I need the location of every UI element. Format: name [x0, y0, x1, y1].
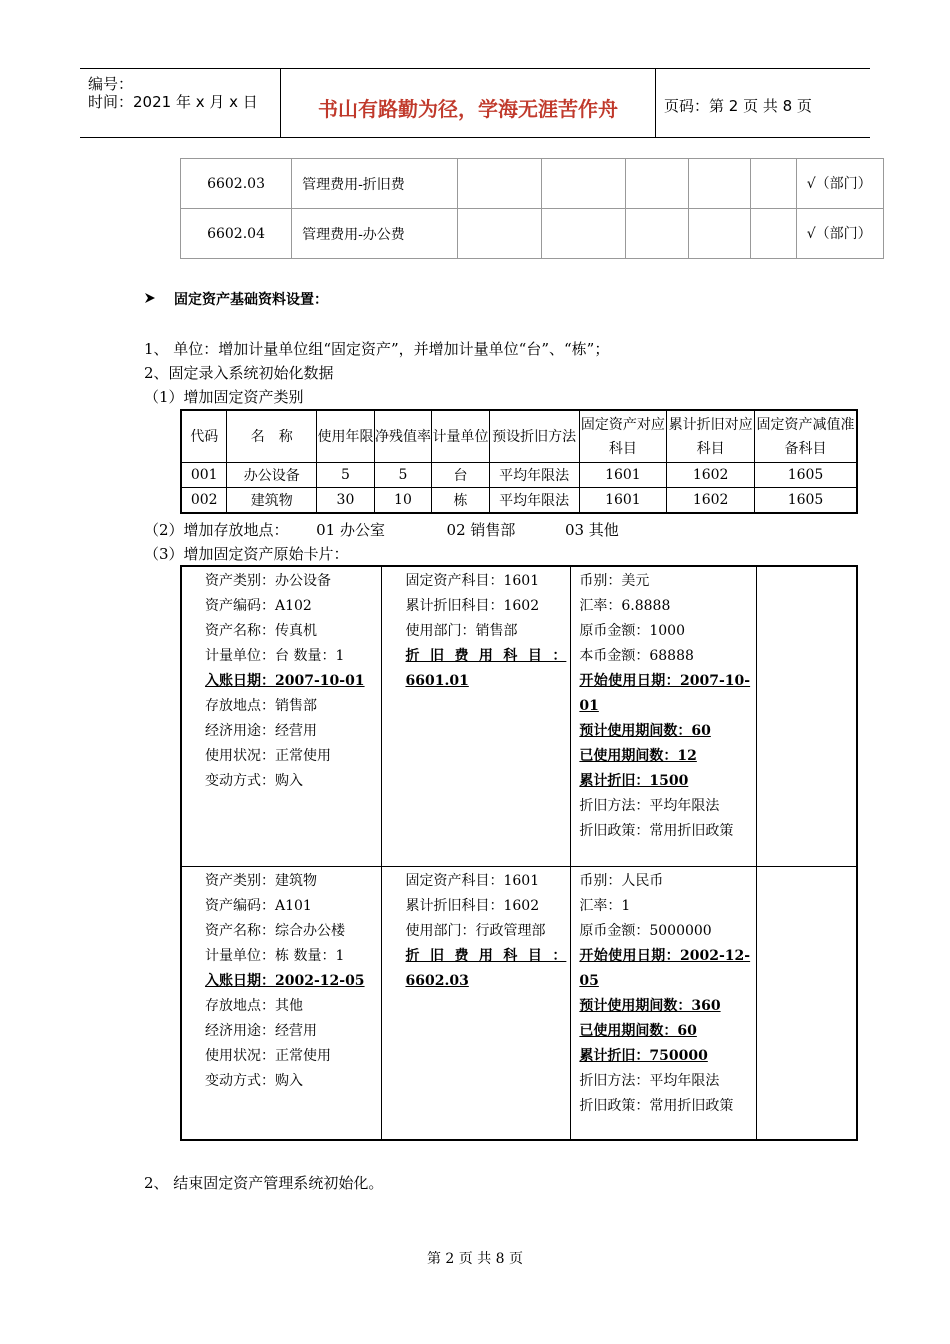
- cell: 平均年限法: [489, 488, 579, 514]
- account-name: 管理费用-折旧费: [292, 159, 458, 209]
- page-footer: 第 2 页 共 8 页: [426, 1251, 524, 1267]
- step-1: 1、 单位：增加计量单位组“固定资产”，并增加计量单位“台”、“栋”；: [144, 340, 610, 358]
- col-header: 计量单位: [432, 410, 490, 463]
- card-line: 原币金额：1000: [579, 623, 685, 639]
- account-mark: √（部门）: [796, 209, 883, 259]
- col-header: 预设折旧方法: [489, 410, 579, 463]
- col-header: 使用年限: [317, 410, 375, 463]
- card-line: 汇率：6.8888: [579, 598, 671, 614]
- cell: 001: [181, 463, 227, 488]
- card-line-bold: 折 旧 费 用 科 目 ：6601.01: [405, 648, 567, 689]
- card-line: 经济用途：经营用: [205, 723, 317, 739]
- card-line: 存放地点：其他: [205, 997, 303, 1014]
- arrow-bullet-icon: [144, 292, 174, 308]
- card-line: 变动方式：购入: [205, 1072, 303, 1089]
- card-line: 资产类别：建筑物: [205, 872, 317, 889]
- card-line-bold: 折 旧 费 用 科 目 ：6602.03: [405, 947, 567, 989]
- cell: 10: [374, 488, 432, 514]
- card-line: 资产名称：综合办公楼: [205, 922, 345, 939]
- section-heading: [144, 289, 328, 309]
- card-line: 汇率：1: [579, 897, 631, 914]
- page-info: 页码：第 2 页 共 8 页: [664, 97, 812, 115]
- col-header: 固定资产减值准备科目: [755, 410, 857, 463]
- table-row: [181, 159, 884, 209]
- header-page-cell: [656, 69, 870, 137]
- card-line-bold: 入账日期：2002-12-05: [205, 972, 365, 989]
- step-2-2: [144, 519, 619, 540]
- card-line-bold: 预计使用期间数：60: [579, 723, 711, 739]
- asset-card-row: [181, 566, 857, 866]
- account-mark: √（部门）: [796, 159, 883, 209]
- col-header: 累计折旧对应科目: [667, 410, 755, 463]
- header-meta: [80, 69, 280, 137]
- cell: 002: [181, 488, 227, 514]
- card-line: 使用部门：行政管理部: [405, 922, 546, 939]
- card-line: 计量单位：栋 数量：1: [205, 947, 345, 964]
- card-line: 原币金额：5000000: [579, 922, 712, 939]
- asset-cards-table: [180, 565, 858, 1141]
- card-line: 币别：人民币: [579, 872, 664, 889]
- location-2: 02 销售部: [446, 521, 516, 539]
- final-step: 2、 结束固定资产管理系统初始化。: [144, 1174, 384, 1192]
- card-line-bold: 入账日期：2007-10-01: [205, 673, 365, 689]
- cell: 5: [374, 463, 432, 488]
- card-col-amount: [571, 866, 757, 1140]
- table-header-row: [181, 410, 857, 463]
- cell: 台: [432, 463, 490, 488]
- card-line: 折旧方法：平均年限法: [579, 798, 720, 814]
- card-line: 资产编码：A102: [205, 598, 312, 614]
- location-3: 03 其他: [564, 521, 619, 539]
- step-2: 2、固定录入系统初始化数据: [144, 364, 334, 382]
- col-header: 净残值率: [374, 410, 432, 463]
- card-line: 使用状况：正常使用: [205, 1047, 331, 1064]
- cell: 1601: [579, 488, 667, 514]
- header-motto-cell: [280, 69, 656, 137]
- card-line-bold: 已使用期间数：60: [579, 1022, 697, 1039]
- card-line-bold: 累计折旧：750000: [579, 1047, 708, 1064]
- cell: 建筑物: [227, 488, 317, 514]
- card-line: 折旧政策：常用折旧政策: [579, 823, 734, 839]
- motto-text: 书山有路勤为径，学海无涯苦作舟: [318, 97, 618, 121]
- card-line: 币别：美元: [579, 573, 650, 589]
- account-code: 6602.04: [181, 209, 292, 259]
- cell: 1601: [579, 463, 667, 488]
- card-line: 使用部门：销售部: [405, 623, 518, 639]
- col-header: 代码: [181, 410, 227, 463]
- card-col-empty: [757, 866, 857, 1140]
- cell: 平均年限法: [489, 463, 579, 488]
- card-line: 资产类别：办公设备: [205, 573, 331, 589]
- cell: 5: [317, 463, 375, 488]
- cell: 1605: [755, 488, 857, 514]
- cell: 办公设备: [227, 463, 317, 488]
- card-col-amount: [571, 566, 757, 866]
- locations-label: （2）增加存放地点：: [144, 521, 289, 539]
- card-line-bold: 已使用期间数：12: [579, 748, 697, 764]
- table-row: [181, 209, 884, 259]
- card-line-bold: 开始使用日期：2007-10-01: [579, 673, 751, 714]
- category-table: [180, 409, 858, 514]
- card-line-bold: 累计折旧：1500: [579, 773, 689, 789]
- card-line: 固定资产科目：1601: [405, 872, 540, 889]
- card-line-bold: 开始使用日期：2002-12-05: [579, 947, 751, 989]
- card-line: 使用状况：正常使用: [205, 748, 331, 764]
- time-label: 时间：2021 年 x 月 x 日: [88, 93, 258, 111]
- card-line: 本币金额：68888: [579, 648, 694, 664]
- cell: 栋: [432, 488, 490, 514]
- account-table: [180, 158, 884, 259]
- card-line-bold: 预计使用期间数：360: [579, 997, 721, 1014]
- asset-card-row: [181, 866, 857, 1140]
- card-col-empty: [757, 566, 857, 866]
- card-col-basic: [181, 866, 382, 1140]
- col-header: 名 称: [227, 410, 317, 463]
- step-2-3: （3）增加固定资产原始卡片：: [144, 545, 349, 563]
- card-line: 经济用途：经营用: [205, 1022, 317, 1039]
- section-title: 固定资产基础资料设置：: [174, 292, 328, 308]
- col-header: 固定资产对应科目: [579, 410, 667, 463]
- step-2-1: （1）增加固定资产类别: [144, 388, 304, 406]
- card-line: 累计折旧科目：1602: [405, 897, 540, 914]
- card-line: 折旧政策：常用折旧政策: [579, 1097, 734, 1114]
- location-1: 01 办公室: [316, 521, 385, 539]
- table-row: [181, 488, 857, 514]
- table-row: [181, 463, 857, 488]
- cell: 30: [317, 488, 375, 514]
- card-line: 资产编码：A101: [205, 897, 312, 914]
- card-line: 固定资产科目：1601: [405, 573, 540, 589]
- card-line: 折旧方法：平均年限法: [579, 1072, 720, 1089]
- card-col-basic: [181, 566, 382, 866]
- card-line: 资产名称：传真机: [205, 623, 317, 639]
- card-line: 变动方式：购入: [205, 773, 303, 789]
- number-label: 编号：: [88, 75, 134, 93]
- page-header: [80, 68, 870, 138]
- account-name: 管理费用-办公费: [292, 209, 458, 259]
- card-line: 存放地点：销售部: [205, 698, 317, 714]
- account-code: 6602.03: [181, 159, 292, 209]
- cell: 1605: [755, 463, 857, 488]
- card-col-account: [382, 866, 571, 1140]
- card-col-account: [382, 566, 571, 866]
- card-line: 累计折旧科目：1602: [405, 598, 540, 614]
- cell: 1602: [667, 488, 755, 514]
- cell: 1602: [667, 463, 755, 488]
- card-line: 计量单位：台 数量：1: [205, 648, 345, 664]
